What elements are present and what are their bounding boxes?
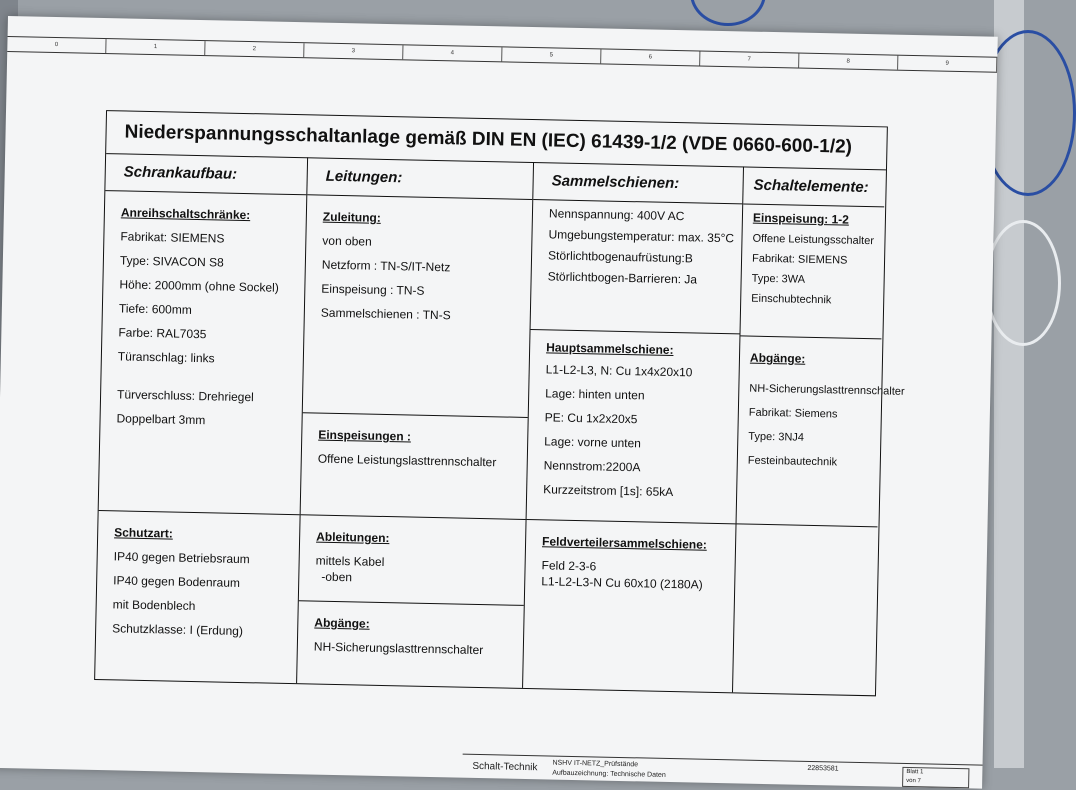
- ruler-mark: 3: [304, 43, 403, 59]
- spec-line: Schutzklasse: I (Erdung): [112, 621, 244, 639]
- cell-heading: Feldverteilersammelschiene:: [541, 534, 707, 552]
- cell-zuleitung: [303, 195, 533, 418]
- column-header: Schrankaufbau:: [105, 153, 307, 195]
- spec-line: Lage: vorne unten: [544, 434, 642, 451]
- column-header: Sammelschienen:: [533, 162, 743, 204]
- spec-line: Einspeisung : TN-S: [321, 281, 425, 298]
- spec-line: NH-Sicherungslasttrennschalter: [313, 639, 484, 658]
- spec-line: L1-L2-L3, N: Cu 1x4x20x10: [545, 362, 693, 380]
- spec-line: mit Bodenblech: [112, 597, 196, 614]
- spec-line: Feld 2-3-6: [541, 558, 597, 574]
- spec-line: Umgebungstemperatur: max. 35°C: [548, 227, 735, 246]
- cell-ableitungen: [299, 515, 526, 606]
- cell-heading: Hauptsammelschiene:: [546, 340, 674, 358]
- cell-einspeisungen: [301, 413, 528, 520]
- column-header: Leitungen:: [307, 157, 533, 200]
- spec-line: IP40 gegen Betriebsraum: [113, 549, 250, 567]
- ruler-mark: 4: [403, 45, 502, 61]
- spec-line: Nennstrom:2200A: [543, 458, 641, 475]
- spec-line: Fabrikat: Siemens: [748, 406, 838, 421]
- company-name: Schalt-Technik: [472, 760, 538, 774]
- cell-heading: Abgänge:: [749, 350, 806, 366]
- cell-hauptsammelschiene: [527, 330, 740, 524]
- spec-table: [94, 110, 905, 696]
- column-sammelschienen: [523, 162, 744, 692]
- cell-anreihschaltschraenke: [99, 191, 307, 515]
- column-schrankaufbau: [95, 153, 308, 683]
- spec-line: mittels Kabel: [315, 553, 385, 569]
- ruler-mark: 9: [898, 56, 997, 72]
- sheet-total: von 7: [906, 777, 921, 785]
- spec-line: Netzform : TN-S/IT-Netz: [321, 257, 451, 275]
- cell-heading: Schutzart:: [114, 525, 174, 541]
- spec-line: Lage: hinten unten: [545, 386, 645, 403]
- spec-line: Doppelbart 3mm: [116, 411, 206, 428]
- spec-line: Offene Leistungsschalter: [752, 232, 875, 248]
- spec-line: Tiefe: 600mm: [118, 301, 192, 317]
- spec-line: von oben: [322, 233, 372, 249]
- document-sheet: [0, 16, 998, 789]
- column-header: Schaltelemente:: [743, 166, 885, 207]
- spec-line: Türverschluss: Drehriegel: [116, 387, 254, 405]
- spec-line: Type: 3NJ4: [748, 430, 805, 444]
- cell-heading: Ableitungen:: [316, 529, 390, 546]
- spec-line: -oben: [321, 569, 353, 585]
- spec-line: Einschubtechnik: [751, 292, 832, 307]
- cell-heading: Zuleitung:: [322, 209, 381, 225]
- white-cable: [985, 220, 1061, 346]
- ruler-mark: 5: [502, 47, 601, 63]
- cell-heading: Anreihschaltschränke:: [120, 205, 251, 223]
- sheet-counter: [902, 767, 969, 788]
- spec-line: Fabrikat: SIEMENS: [120, 229, 225, 246]
- cell-schutzart: [95, 511, 299, 683]
- cell-heading: Abgänge:: [314, 615, 370, 631]
- spec-line: Type: SIVACON S8: [119, 253, 224, 270]
- spec-line: Störlichtbogenaufrüstung:B: [547, 248, 693, 266]
- column-ruler: [7, 36, 997, 73]
- sheet-number: Blatt 1: [906, 768, 924, 776]
- ruler-mark: 6: [601, 49, 700, 65]
- spec-line: IP40 gegen Bodenraum: [113, 573, 241, 590]
- spec-line: Sammelschienen : TN-S: [320, 305, 451, 323]
- spec-line: Type: 3WA: [751, 272, 806, 286]
- spec-line: Festeinbautechnik: [747, 454, 838, 469]
- spec-line: Kurzzeitstrom [1s]: 65kA: [543, 482, 674, 500]
- project-name: NSHV IT-NETZ_Prüfstände: [552, 759, 639, 769]
- cell-empty: [733, 524, 877, 695]
- drawing-number: 22853581: [807, 764, 839, 773]
- spec-line: Fabrikat: SIEMENS: [751, 252, 848, 267]
- spec-line: PE: Cu 1x2x20x5: [544, 410, 638, 427]
- cell-heading: Einspeisungen :: [318, 427, 412, 444]
- cell-feldverteilersammelschiene: [523, 520, 735, 692]
- spec-line: Offene Leistungslasttrennschalter: [317, 451, 497, 470]
- spec-line: Farbe: RAL7035: [118, 325, 207, 342]
- ruler-mark: 1: [106, 39, 205, 55]
- cell-abgaenge-schaltelemente: [737, 336, 905, 527]
- spec-line: Störlichtbogen-Barrieren: Ja: [547, 269, 698, 287]
- spec-line: Nennspannung: 400V AC: [548, 206, 685, 224]
- ruler-mark: 0: [7, 37, 106, 53]
- ruler-mark: 7: [700, 52, 799, 68]
- spec-line: NH-Sicherungslasttrennschalter: [749, 382, 905, 398]
- cell-einspeisung-schaltelemente: [740, 204, 884, 339]
- column-leitungen: [297, 157, 534, 688]
- ruler-mark: 8: [799, 54, 898, 70]
- spec-line: L1-L2-L3-N Cu 60x10 (2180A): [541, 574, 703, 592]
- cell-sammelschienen-allgemein: [531, 200, 743, 334]
- cell-abgaenge-leitungen: [297, 601, 524, 688]
- spec-line: Höhe: 2000mm (ohne Sockel): [119, 277, 279, 295]
- spec-line: Türanschlag: links: [117, 349, 215, 366]
- page-title: Niederspannungsschaltanlage gemäß DIN EN (IEC) 61439-1/2 (VDE 0660-600-1/2): [106, 111, 887, 170]
- drawing-name: Aufbauzeichnung: Technische Daten: [552, 769, 666, 779]
- title-block: [462, 754, 982, 790]
- cell-heading: Einspeisung: 1-2: [752, 210, 850, 227]
- column-schaltelemente: [733, 166, 905, 695]
- blue-cable: [690, 0, 766, 26]
- ruler-mark: 2: [205, 41, 304, 57]
